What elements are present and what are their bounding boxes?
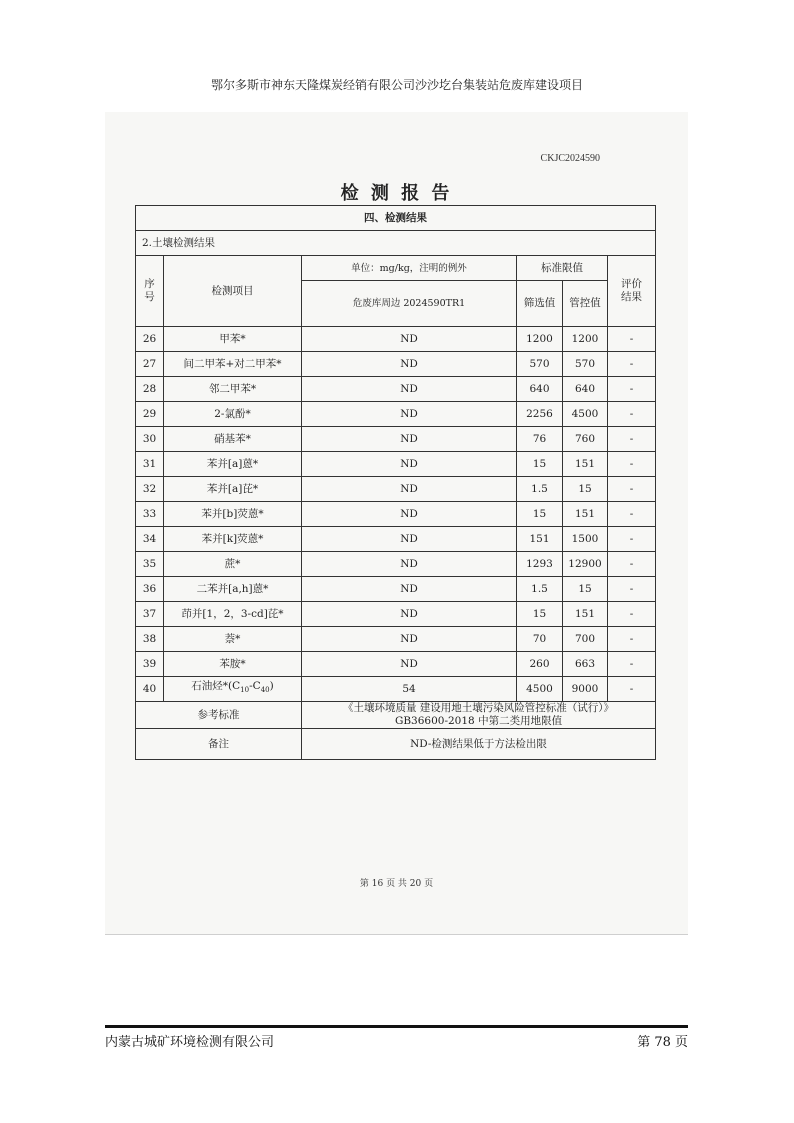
reference-line-2: GB36600-2018 中第二类用地限值 (394, 715, 563, 727)
row-result: ND (302, 327, 517, 352)
row-result: ND (302, 477, 517, 502)
row-control: 15 (563, 577, 608, 602)
item-subscript: 10 (240, 686, 250, 695)
row-no: 36 (136, 577, 164, 602)
row-no: 34 (136, 527, 164, 552)
row-item: 苯并[a]蒽* (164, 452, 302, 477)
reference-standard (302, 702, 656, 729)
col-seq-header (136, 256, 164, 327)
row-item: 硝基苯* (164, 427, 302, 452)
row-no: 40 (136, 677, 164, 702)
row-no: 37 (136, 602, 164, 627)
row-control: 151 (563, 452, 608, 477)
row-result: ND (302, 627, 517, 652)
reference-label: 参考标准 (136, 702, 302, 729)
control-header: 管控值 (563, 281, 608, 327)
row-control: 4500 (563, 402, 608, 427)
row-item: 茚并[1，2，3-cd]芘* (164, 602, 302, 627)
reference-line-1: 《土壤环境质量 建设用地土壤污染风险管控标准（试行）》 (342, 702, 615, 714)
row-result: ND (302, 377, 517, 402)
report-title: 检 测 报 告 (340, 183, 453, 204)
table-row (136, 427, 656, 452)
row-result: ND (302, 402, 517, 427)
row-no: 28 (136, 377, 164, 402)
remark-label: 备注 (136, 729, 302, 760)
row-item: 邻二甲苯* (164, 377, 302, 402)
row-eval: - (608, 652, 656, 677)
row-result: ND (302, 527, 517, 552)
row-result: ND (302, 602, 517, 627)
table-row (136, 552, 656, 577)
item-text: 石油烃*(C (191, 680, 241, 693)
row-item: 苯胺* (164, 652, 302, 677)
row-control: 151 (563, 602, 608, 627)
row-eval: - (608, 327, 656, 352)
row-screening: 1293 (517, 552, 563, 577)
reference-row (136, 702, 656, 729)
table-row (136, 377, 656, 402)
row-no: 26 (136, 327, 164, 352)
table-row (136, 577, 656, 602)
row-eval: - (608, 527, 656, 552)
scanned-report-page (105, 112, 688, 935)
row-eval: - (608, 377, 656, 402)
row-eval: - (608, 352, 656, 377)
row-screening: 570 (517, 352, 563, 377)
row-control: 1500 (563, 527, 608, 552)
row-item: 萘* (164, 627, 302, 652)
row-no: 27 (136, 352, 164, 377)
row-no: 29 (136, 402, 164, 427)
row-no: 39 (136, 652, 164, 677)
row-control: 151 (563, 502, 608, 527)
row-control: 663 (563, 652, 608, 677)
row-item: 二苯并[a,h]蒽* (164, 577, 302, 602)
standard-header: 标准限值 (517, 256, 608, 281)
section-title: 四、检测结果 (136, 206, 656, 231)
row-control: 640 (563, 377, 608, 402)
footer-divider (105, 1025, 688, 1028)
row-item: 间二甲苯+对二甲苯* (164, 352, 302, 377)
row-result: ND (302, 502, 517, 527)
row-eval: - (608, 502, 656, 527)
scan-page-info: 第 16 页 共 20 页 (359, 879, 434, 889)
row-control: 700 (563, 627, 608, 652)
screening-header: 筛选值 (517, 281, 563, 327)
row-screening: 1.5 (517, 577, 563, 602)
row-control: 760 (563, 427, 608, 452)
row-item: 苯并[a]芘* (164, 477, 302, 502)
row-item: 蔗* (164, 552, 302, 577)
row-screening: 15 (517, 452, 563, 477)
row-eval: - (608, 402, 656, 427)
table-row (136, 602, 656, 627)
row-control: 570 (563, 352, 608, 377)
row-result: ND (302, 577, 517, 602)
row-screening: 15 (517, 502, 563, 527)
table-row (136, 477, 656, 502)
row-no: 32 (136, 477, 164, 502)
row-screening: 70 (517, 627, 563, 652)
row-screening: 4500 (517, 677, 563, 702)
row-eval: - (608, 452, 656, 477)
report-number: CKJC2024590 (540, 153, 600, 164)
row-no: 35 (136, 552, 164, 577)
table-row (136, 452, 656, 477)
table-row (136, 327, 656, 352)
sample-header: 危废库周边 2024590TR1 (302, 281, 517, 327)
row-control: 15 (563, 477, 608, 502)
row-result: ND (302, 352, 517, 377)
row-result: 54 (302, 677, 517, 702)
unit-note-header: 单位：mg/kg，注明的例外 (302, 256, 517, 281)
row-eval: - (608, 427, 656, 452)
table-row (136, 352, 656, 377)
row-screening: 1.5 (517, 477, 563, 502)
row-eval: - (608, 677, 656, 702)
row-item: 苯并[b]荧蒽* (164, 502, 302, 527)
item-text: ) (269, 680, 274, 693)
footer-page-number: 第 78 页 (637, 1035, 688, 1050)
table-row (136, 652, 656, 677)
row-screening: 76 (517, 427, 563, 452)
row-result: ND (302, 452, 517, 477)
row-result: ND (302, 427, 517, 452)
row-screening: 1200 (517, 327, 563, 352)
footer-company: 内蒙古城矿环境检测有限公司 (105, 1035, 275, 1050)
row-item: 甲苯* (164, 327, 302, 352)
document-header: 鄂尔多斯市神东天隆煤炭经销有限公司沙沙圪台集装站危废库建设项目 (210, 78, 583, 92)
item-text: -C (249, 680, 261, 693)
table-row (136, 527, 656, 552)
row-result: ND (302, 552, 517, 577)
row-no: 31 (136, 452, 164, 477)
row-eval: - (608, 477, 656, 502)
table-row (136, 502, 656, 527)
row-screening: 15 (517, 602, 563, 627)
soil-results-table (135, 205, 656, 760)
row-item: 2-氯酚* (164, 402, 302, 427)
item-subscript: 40 (260, 686, 270, 695)
row-eval: - (608, 577, 656, 602)
row-item (164, 677, 302, 702)
remark-text: ND-检测结果低于方法检出限 (302, 729, 656, 760)
row-screening: 151 (517, 527, 563, 552)
row-screening: 640 (517, 377, 563, 402)
row-no: 38 (136, 627, 164, 652)
row-result: ND (302, 652, 517, 677)
row-item: 苯并[k]荧蒽* (164, 527, 302, 552)
row-screening: 260 (517, 652, 563, 677)
row-control: 12900 (563, 552, 608, 577)
remark-row (136, 729, 656, 760)
seq-header-text: 序号 (144, 278, 155, 303)
row-no: 33 (136, 502, 164, 527)
col-eval-header (608, 256, 656, 327)
row-control: 9000 (563, 677, 608, 702)
row-no: 30 (136, 427, 164, 452)
row-control: 1200 (563, 327, 608, 352)
table-row (136, 677, 656, 702)
row-screening: 2256 (517, 402, 563, 427)
subsection-title: 2.土壤检测结果 (136, 231, 656, 256)
row-eval: - (608, 552, 656, 577)
row-eval: - (608, 602, 656, 627)
eval-header-text: 评价结果 (621, 278, 643, 303)
row-eval: - (608, 627, 656, 652)
col-item-header: 检测项目 (164, 256, 302, 327)
table-row (136, 402, 656, 427)
table-row (136, 627, 656, 652)
